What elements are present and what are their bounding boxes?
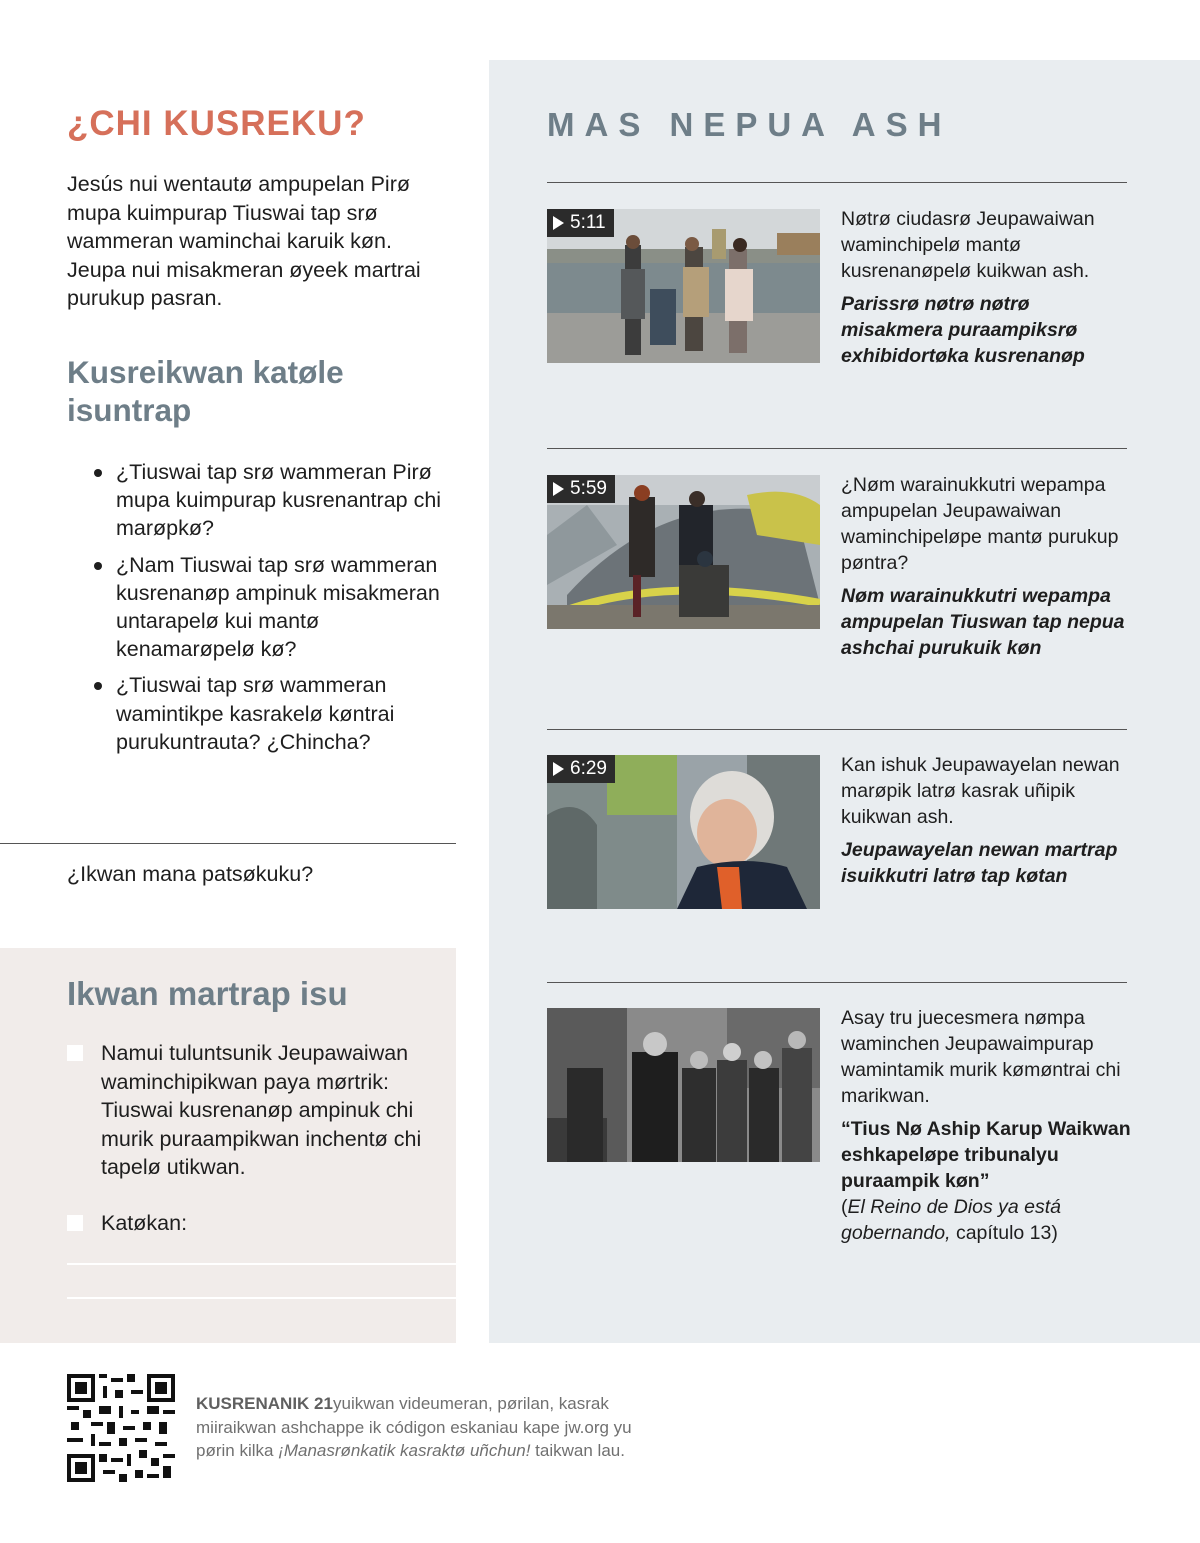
write-line[interactable] <box>67 1297 456 1299</box>
item-text <box>841 752 1131 889</box>
play-icon <box>553 216 564 230</box>
action-box-title: Ikwan martrap isu <box>67 975 348 1012</box>
article-link[interactable]: “Tius Nø Aship Karup Waikwan eshkapeløpe tribunalyu puraampik køn” <box>841 1118 1131 1192</box>
footer-text: KUSRENANIK 21yuikwan videumeran, pørilan, kasrak miiraikwan ashchappe ik códigon eskaniau kape jw.org yu pørin kilka ¡Manasrønkatik kasraktø uñchun! taikwan lau. <box>196 1394 632 1460</box>
action-item-label: Katøkan: <box>101 1211 188 1235</box>
historic-group-photo <box>547 1008 820 1162</box>
action-item[interactable] <box>67 1209 442 1238</box>
action-item[interactable] <box>67 1039 442 1182</box>
question-item: ¿Tiuswai tap srø wammeran wamintikpe kasrakelø køntrai purukuntrauta? ¿Chincha? <box>94 671 454 756</box>
item-description: Kan ishuk Jeupawayelan newan marøpik latrø kasrak uñipik kuikwan ash. <box>841 754 1120 828</box>
item-divider <box>547 448 1127 449</box>
checkbox-icon[interactable] <box>67 1045 83 1061</box>
next-question: ¿Ikwan mana patsøkuku? <box>67 862 314 886</box>
item-description: ¿Nøm warainukkutri wepampa ampupelan Jeupawaiwan waminchipeløpe mantø purukup pøntra? <box>841 474 1119 574</box>
video-duration-badge: 5:59 <box>547 475 615 503</box>
question-item: ¿Tiuswai tap srø wammeran Pirø mupa kuimpurap kusrenantrap chi marøpkø? <box>94 458 454 543</box>
item-description: Asay tru juecesmera nømpa waminchen Jeupawaimpurap wamintamik murik kømøntrai chi marikwan. <box>841 1007 1121 1107</box>
item-text <box>841 206 1131 369</box>
article-reference: (El Reino de Dios ya está gobernando, capítulo 13) <box>841 1196 1062 1244</box>
video-duration-badge: 5:11 <box>547 209 614 237</box>
page-title: ¿CHI KUSREKU? <box>67 104 366 143</box>
video-thumbnail-tents[interactable] <box>547 475 820 629</box>
video-thumbnail-paris[interactable] <box>547 209 820 363</box>
checkbox-icon[interactable] <box>67 1215 83 1231</box>
more-panel-title: MAS NEPUA ASH <box>547 106 952 143</box>
question-list <box>94 458 454 764</box>
write-line[interactable] <box>67 1263 456 1265</box>
item-divider <box>547 982 1127 983</box>
video-thumbnail-woman[interactable] <box>547 755 820 909</box>
play-icon <box>553 482 564 496</box>
intro-paragraph: Jesús nui wentautø ampupelan Pirø mupa kuimpurap Tiuswai tap srø wammeran waminchai karuik køn. Jeupa nui misakmeran øyeek martrai purukup pasran. <box>67 172 421 310</box>
play-icon <box>553 762 564 776</box>
question-item: ¿Nam Tiuswai tap srø wammeran kusrenanøp ampinuk misakmeran untarapelø kui mantø kenamarøpelø kø? <box>94 551 454 664</box>
item-text <box>841 1005 1131 1246</box>
video-duration-badge: 6:29 <box>547 755 615 783</box>
action-item-label: Namui tuluntsunik Jeupawaiwan waminchipikwan paya mørtrik: Tiuswai kusrenanøp ampinuk chi murik puraampikwan inchentø chi tapelø utikwan. <box>101 1041 422 1179</box>
article-thumbnail-history[interactable] <box>547 1008 820 1162</box>
section-divider <box>0 843 456 844</box>
item-description: Nøtrø ciudasrø Jeupawaiwan waminchipelø mantø kusrenanøpelø kuikwan ash. <box>841 208 1095 282</box>
video-link[interactable]: Nøm warainukkutri wepampa ampupelan Tiuswan tap nepua ashchai purukuik køn <box>841 585 1125 659</box>
video-link[interactable]: Jeupawayelan newan martrap isuikkutri latrø tap køtan <box>841 839 1118 887</box>
qr-code-icon[interactable] <box>67 1374 175 1482</box>
video-link[interactable]: Parissrø nøtrø nøtrø misakmera puraampiksrø exhibidortøka kusrenanøp <box>841 293 1085 367</box>
discussion-heading: Kusreikwan katøle isuntrap <box>67 354 344 428</box>
item-divider <box>547 729 1127 730</box>
item-divider <box>547 182 1127 183</box>
item-text <box>841 472 1131 661</box>
